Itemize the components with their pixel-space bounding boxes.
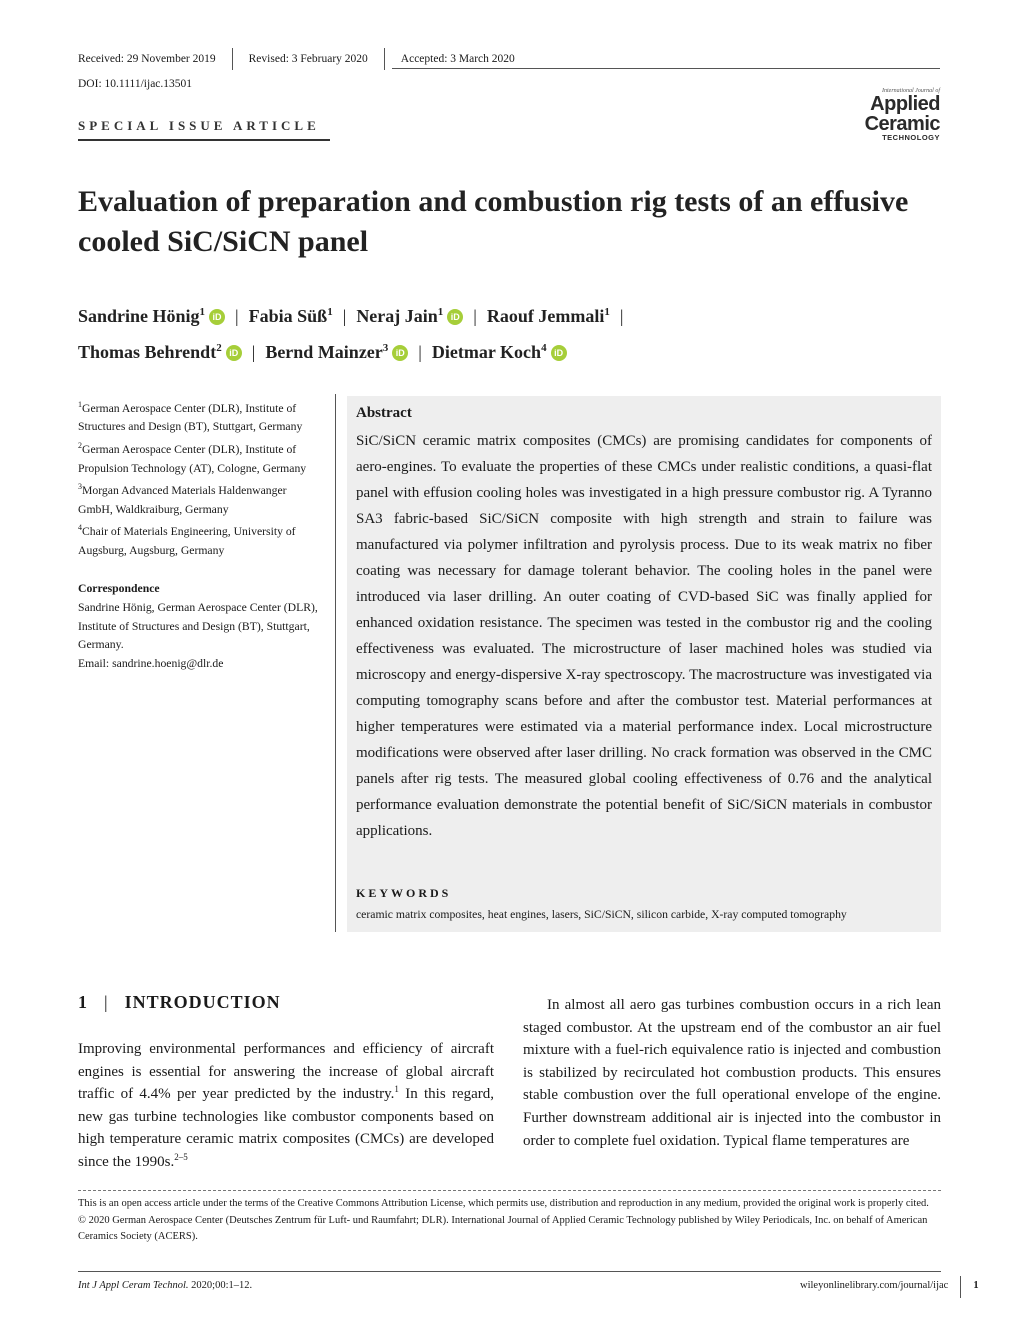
divider <box>384 48 385 70</box>
column-divider <box>335 394 336 932</box>
citation-info: 2020;00:1–12. <box>188 1280 253 1291</box>
author[interactable]: Thomas Behrendt$^2$ iD <box>78 342 242 362</box>
doi[interactable]: DOI: 10.1111/ijac.13501 <box>78 78 193 90</box>
citation-footer <box>78 1280 252 1291</box>
article-dates <box>78 48 515 70</box>
footer-rule <box>78 1271 941 1272</box>
copyright-text: © 2020 German Aerospace Center (Deutsches Zentrum für Luft- und Raumfahrt; DLR). International Journal of Applied Ceramic Technology published by Wiley Periodicals, Inc. on behalf of American Ceramics Society (ACERS). <box>78 1214 928 1242</box>
logo-line-2: Ceramic <box>864 113 940 135</box>
affiliation: $^1$German Aerospace Center (DLR), Institute of Structures and Design (BT), Stuttgart, Germany <box>78 400 303 434</box>
orcid-icon[interactable]: iD <box>551 345 567 361</box>
correspondence <box>78 580 323 673</box>
section-title: INTRODUCTION <box>124 992 281 1012</box>
author-list: Sandrine Hönig$^1$ iD | Fabia Süß$^1$ | Neraj Jain$^1$ iD | Raouf Jemmali$^1$ | Thomas Behrendt$^2$ iD | Bernd Mainzer$^3$ iD | Dietmar Koch$^4$ iD <box>78 306 624 362</box>
journal-abbrev: Int J Appl Ceram Technol. <box>78 1280 189 1291</box>
page-footer <box>800 1280 979 1298</box>
body-column-left: Improving environmental performances and efficiency of aircraft engines is essential for answering the increase of global aircraft traffic of 4.4% per year predicted by the industry.$^1$ In this regard, new gas turbine technologies like combustor components based on high temperature ceramic matrix composites (CMCs) are developed since the 1990s.$^{2-5}$ <box>78 1041 494 1170</box>
orcid-icon[interactable]: iD <box>226 345 242 361</box>
author[interactable]: Dietmar Koch$^4$ iD <box>432 342 567 362</box>
divider <box>232 48 233 70</box>
affiliation: $^4$Chair of Materials Engineering, University of Augsburg, Augsburg, Germany <box>78 523 296 557</box>
logo-line-0: International Journal of <box>882 88 940 94</box>
orcid-icon[interactable]: iD <box>209 309 225 325</box>
orcid-icon[interactable]: iD <box>447 309 463 325</box>
journal-url[interactable]: wileyonlinelibrary.com/journal/ijac <box>800 1280 949 1291</box>
section-number: 1 <box>78 992 88 1012</box>
author[interactable]: Fabia Süß$^1$ <box>248 306 333 326</box>
affiliation: $^2$German Aerospace Center (DLR), Institute of Propulsion Technology (AT), Cologne, Germany <box>78 441 307 475</box>
logo-line-3: TECHNOLOGY <box>882 133 940 142</box>
header-rule <box>392 68 940 69</box>
revised-date: Revised: 3 February 2020 <box>248 53 368 65</box>
article-type: SPECIAL ISSUE ARTICLE <box>78 118 320 133</box>
correspondence-email[interactable]: Email: sandrine.hoenig@dlr.de <box>78 656 224 670</box>
accepted-date: Accepted: 3 March 2020 <box>400 53 515 65</box>
logo-line-1: Applied <box>870 93 940 115</box>
article-title: Evaluation of preparation and combustion rig tests of an effusive cooled SiC/SiCN panel <box>78 185 909 258</box>
correspondence-heading: Correspondence <box>78 582 160 596</box>
author[interactable]: Sandrine Hönig$^1$ iD <box>78 306 225 326</box>
body-column-right: In almost all aero gas turbines combustion occurs in a rich lean staged combustor. At the upstream end of the combustor an air fuel mixture with a fuel-rich equivalence ratio is injected and combustion is stabilized by recirculated hot combustion products. This ensures stable combustion over the full operational envelope of the engine. Further downstream additional air is injected into the combustor in order to complete fuel oxidation. Typical flame temperatures are <box>523 997 941 1149</box>
orcid-icon[interactable]: iD <box>392 345 408 361</box>
page-number: 1 <box>973 1280 979 1291</box>
citation-ref[interactable]: 1 <box>394 1084 399 1095</box>
footnote-rule <box>78 1190 941 1191</box>
divider <box>960 1276 961 1298</box>
received-date: Received: 29 November 2019 <box>78 53 216 65</box>
correspondence-address: Sandrine Hönig, German Aerospace Center (DLR), Institute of Structures and Design (BT), Stuttgart, Germany. <box>78 600 318 652</box>
section-heading: 1 | INTRODUCTION <box>78 992 281 1012</box>
journal-logo <box>865 88 940 142</box>
keywords-heading: KEYWORDS <box>356 886 452 900</box>
abstract-text: SiC/SiCN ceramic matrix composites (CMCs) are promising candidates for components of aero-engines. To evaluate the properties of these CMCs under realistic conditions, a quasi-flat panel with effusion cooling holes was investigated in a high pressure combustor rig. A Tyranno SA3 fabric-based SiC/SiCN composite with high strength and strain to failure was manufactured via polymer infiltration and pyrolysis process. Due to its weak matrix no fiber coating was necessary for damage tolerant behavior. The cooling holes in the panel were introduced via laser drilling. An outer coating of CVD-based SiC was finally applied for enhanced oxidation resistance. The specimen was tested in the combustor rig and the cooling effectiveness was evaluated. The microstructure of laser machined holes was studied via microscopy and energy-dispersive X-ray spectroscopy. The macrostructure was investigated via computing tomography scans before and after the combustor test. Material performances at higher temperatures were estimated via a material performance index. Local microstructure modifications were observed after laser drilling. No crack formation was observed in the CMC panels after rig tests. The measured global cooling effectiveness of 0.76 and the analytical performance evaluation demonstrate the potential benefit of SiC/SiCN materials in combustor applications. <box>356 433 932 839</box>
keywords: ceramic matrix composites, heat engines, lasers, SiC/SiCN, silicon carbide, X-ray computed tomography <box>356 908 847 921</box>
citation-ref[interactable]: 2–5 <box>174 1151 188 1162</box>
footnote <box>78 1196 941 1246</box>
article-type-rule <box>78 139 330 141</box>
affiliations <box>78 396 323 673</box>
author[interactable]: Raouf Jemmali$^1$ <box>486 306 610 326</box>
author[interactable]: Neraj Jain$^1$ iD <box>356 306 463 326</box>
affiliation: $^3$Morgan Advanced Materials Haldenwanger GmbH, Waldkraiburg, Germany <box>78 482 287 516</box>
abstract-heading: Abstract <box>356 405 412 421</box>
license-text: This is an open access article under the terms of the Creative Commons Attribution License, which permits use, distribution and reproduction in any medium, provided the original work is properly cited. <box>78 1198 929 1209</box>
author[interactable]: Bernd Mainzer$^3$ iD <box>265 342 408 362</box>
